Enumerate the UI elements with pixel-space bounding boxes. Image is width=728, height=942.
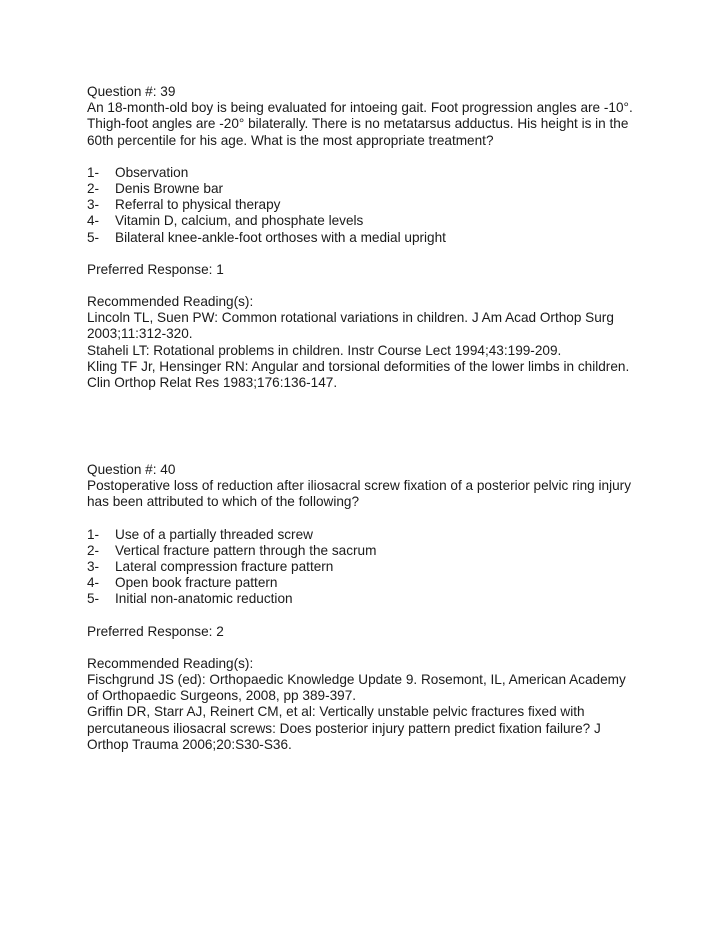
spacer: [87, 278, 687, 294]
question-stem-line: An 18-month-old boy is being evaluated for intoeing gait. Foot progression angles are -10°.: [87, 100, 633, 116]
spacer: [87, 511, 687, 527]
question-header: Question #: 40: [87, 462, 176, 477]
option-number: 5-: [87, 591, 100, 607]
question-stem-line: 60th percentile for his age. What is the most appropriate treatment?: [87, 132, 494, 148]
option-number: 1-: [87, 164, 100, 180]
spacer: [87, 246, 687, 262]
option-text: Open book fracture pattern: [115, 575, 278, 591]
preferred-response: Preferred Response: 2: [87, 623, 224, 639]
reading-line: Kling TF Jr, Hensinger RN: Angular and torsional deformities of the lower limbs in children.: [87, 358, 630, 374]
preferred-response: Preferred Response: 1: [87, 261, 224, 277]
answer-option: [87, 181, 687, 197]
answer-option: [87, 591, 687, 607]
reading-line: percutaneous iliosacral screws: Does posterior injury pattern predict fixation failure? J: [87, 720, 601, 736]
answer-option: [87, 575, 687, 591]
answer-option: [87, 213, 687, 229]
question-block: [87, 84, 687, 391]
option-text: Vertical fracture pattern through the sacrum: [115, 542, 377, 558]
option-number: 4-: [87, 213, 100, 229]
reading-label: Recommended Reading(s):: [87, 294, 254, 310]
reading-line: Lincoln TL, Suen PW: Common rotational variations in children. J Am Acad Orthop Surg: [87, 310, 614, 326]
option-number: 4-: [87, 575, 100, 591]
question-stem-line: Thigh-foot angles are -20° bilaterally. There is no metatarsus adductus. His height is in the: [87, 116, 629, 132]
option-text: Initial non-anatomic reduction: [115, 591, 293, 607]
option-number: 2-: [87, 542, 100, 558]
reading-line: 2003;11:312-320.: [87, 326, 193, 342]
option-number: 2-: [87, 181, 100, 197]
option-text: Vitamin D, calcium, and phosphate levels: [115, 213, 364, 229]
option-text: Lateral compression fracture pattern: [115, 559, 334, 575]
option-number: 3-: [87, 197, 100, 213]
reading-label: Recommended Reading(s):: [87, 655, 254, 671]
reading-line: Orthop Trauma 2006;20:S30-S36.: [87, 736, 292, 752]
option-text: Observation: [115, 164, 189, 180]
spacer: [87, 608, 687, 624]
spacer: [87, 640, 687, 656]
question-block: [87, 462, 687, 753]
reading-line: Griffin DR, Starr AJ, Reinert CM, et al: Vertically unstable pelvic fractures fixed with: [87, 704, 585, 720]
option-number: 5-: [87, 229, 100, 245]
option-text: Bilateral knee-ankle-foot orthoses with a medial upright: [115, 229, 446, 245]
answer-option: [87, 197, 687, 213]
question-header: Question #: 39: [87, 84, 176, 99]
option-text: Use of a partially threaded screw: [115, 526, 313, 542]
question-stem-line: Postoperative loss of reduction after iliosacral screw fixation of a posterior pelvic ring injury: [87, 478, 631, 494]
answer-option: [87, 230, 687, 246]
spacer: [87, 149, 687, 165]
reading-line: Staheli LT: Rotational problems in children. Instr Course Lect 1994;43:199-209.: [87, 342, 562, 358]
reading-line: Clin Orthop Relat Res 1983;176:136-147.: [87, 375, 338, 391]
question-stem-line: has been attributed to which of the following?: [87, 494, 360, 510]
option-number: 1-: [87, 526, 100, 542]
reading-line: of Orthopaedic Surgeons, 2008, pp 389-397.: [87, 688, 357, 704]
answer-option: [87, 559, 687, 575]
option-text: Referral to physical therapy: [115, 197, 281, 213]
answer-option: [87, 527, 687, 543]
reading-line: Fischgrund JS (ed): Orthopaedic Knowledge Update 9. Rosemont, IL, American Academy: [87, 672, 626, 688]
option-text: Denis Browne bar: [115, 181, 224, 197]
answer-option: [87, 165, 687, 181]
answer-option: [87, 543, 687, 559]
option-number: 3-: [87, 559, 100, 575]
